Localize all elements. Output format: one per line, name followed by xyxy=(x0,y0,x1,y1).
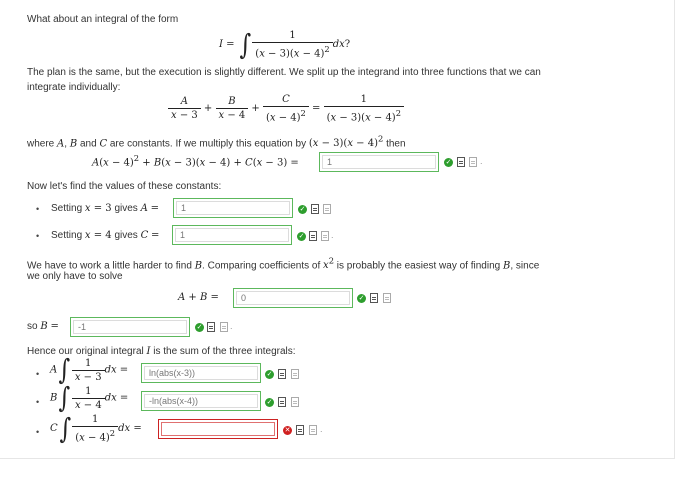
separator-dot: . xyxy=(331,230,334,240)
where-text: where A, B and C are constants. If we multiply this equation by $(x - 3)(x - 4)^2$ then xyxy=(27,134,406,150)
a-plus-b-label: A + B = xyxy=(178,292,219,303)
check-circle-icon: ✓ xyxy=(445,159,452,166)
a-value-field[interactable] xyxy=(173,198,293,218)
document-outline-icon[interactable] xyxy=(291,397,299,407)
document-outline-icon[interactable] xyxy=(469,157,477,167)
so-b-label: so B = xyxy=(27,321,59,332)
document-outline-icon[interactable] xyxy=(309,425,317,435)
values-text: Now let's find the values of these constants: xyxy=(27,181,222,192)
integral-c-field[interactable] xyxy=(158,419,278,439)
separator-dot: . xyxy=(230,321,233,331)
hence-text: Hence our original integral I is the sum of the three integrals: xyxy=(27,346,296,357)
integral-a-input[interactable]: ln(abs(x-3)) xyxy=(144,366,258,380)
integral-b-input[interactable]: -ln(abs(x-4)) xyxy=(144,394,258,408)
integral-b-expression: B∫ $\frac{1}{x - 4}$ dx = xyxy=(50,381,129,414)
check-circle-icon: ✓ xyxy=(299,206,306,213)
c-value-field[interactable] xyxy=(172,225,292,245)
a-value-input[interactable]: 1 xyxy=(176,201,290,215)
document-outline-icon[interactable] xyxy=(291,369,299,379)
document-icon[interactable] xyxy=(207,322,215,332)
combined-answer-input[interactable]: 1 xyxy=(322,155,436,169)
harder-text-line-2: we only have to solve xyxy=(27,271,123,282)
plan-text-line-2: integrate individually: xyxy=(27,82,121,93)
document-outline-icon[interactable] xyxy=(383,293,391,303)
integral-a-expression: A∫ $\frac{1}{x - 3}$ dx = xyxy=(50,353,129,386)
b-value-input[interactable]: -1 xyxy=(73,320,187,334)
check-circle-icon: ✓ xyxy=(196,324,203,331)
document-icon[interactable] xyxy=(278,369,286,379)
document-icon[interactable] xyxy=(370,293,378,303)
check-circle-icon: ✓ xyxy=(266,371,273,378)
check-circle-icon: ✓ xyxy=(358,295,365,302)
document-icon[interactable] xyxy=(309,231,317,241)
setting-a-text: Setting x = 3 gives A = xyxy=(51,203,159,214)
document-outline-icon[interactable] xyxy=(220,322,228,332)
separator-dot: . xyxy=(320,424,323,434)
intro-text: What about an integral of the form xyxy=(27,14,179,25)
integral-b-field[interactable] xyxy=(141,391,261,411)
check-circle-icon: ✓ xyxy=(266,399,273,406)
bullet: • xyxy=(36,231,40,241)
separator-dot: . xyxy=(480,156,483,166)
setting-c-text: Setting x = 4 gives C = xyxy=(51,230,160,241)
a-plus-b-input[interactable]: 0 xyxy=(236,291,350,305)
document-icon[interactable] xyxy=(457,157,465,167)
b-value-field[interactable] xyxy=(70,317,190,337)
bullet: • xyxy=(36,427,40,437)
document-icon[interactable] xyxy=(296,425,304,435)
plan-text-line-1: The plan is the same, but the execution is slightly different. We split up the integrand into three functions that we can xyxy=(27,67,541,78)
integral-definition: I = ∫ $\frac{1}{(x - 3)(x - 4)^2}$ dx? xyxy=(219,27,351,61)
document-outline-icon[interactable] xyxy=(321,231,329,241)
document-outline-icon[interactable] xyxy=(323,204,331,214)
integral-a-field[interactable] xyxy=(141,363,261,383)
harder-text-line-1: We have to work a little harder to find B. Comparing coefficients of $x^2$ is probably the easiest way of finding B, since xyxy=(27,256,540,272)
integral-c-input[interactable] xyxy=(161,422,275,436)
bullet: • xyxy=(36,397,40,407)
c-value-input[interactable]: 1 xyxy=(175,228,289,242)
combined-answer-field[interactable] xyxy=(319,152,439,172)
cross-circle-icon: ✕ xyxy=(284,427,291,434)
partial-fraction-equation: $\frac{A}{x - 3}$ + $\frac{B}{x - 4}$ + $\frac{C}{(x - 4)^2}$ = $\frac{1}{(x - 3)(x - 4)^2}$ xyxy=(168,94,404,123)
a-plus-b-field[interactable] xyxy=(233,288,353,308)
bullet: • xyxy=(36,204,40,214)
combined-equation: $A(x - 4)^2 + B(x - 3)(x - 4) + C(x - 3)$ = xyxy=(92,153,299,169)
integral-c-expression: C∫ $\frac{1}{(x - 4)^2}$ dx = xyxy=(50,411,142,445)
check-circle-icon: ✓ xyxy=(298,233,305,240)
document-icon[interactable] xyxy=(278,397,286,407)
bullet: • xyxy=(36,369,40,379)
document-icon[interactable] xyxy=(311,204,319,214)
